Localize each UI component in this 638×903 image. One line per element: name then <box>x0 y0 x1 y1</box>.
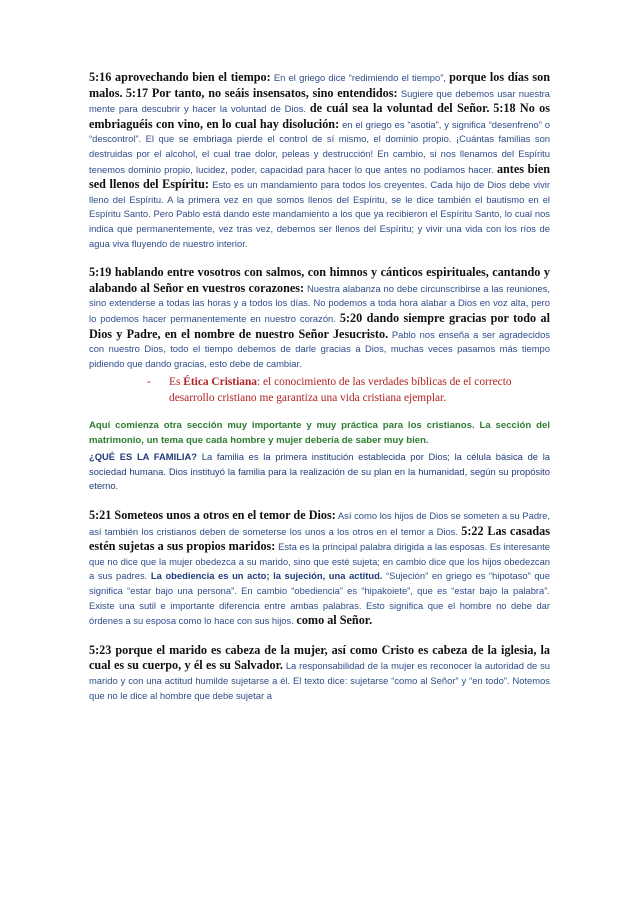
commentary-5-22: Esta es la principal palabra dirigida a las esposas. Es interesante que no dice que la mujer obedezca a su marido, sino que esté sujeta; en cambio dice que los hijos obedezcan a sus padres. <box>89 541 550 582</box>
paragraph-verses-21-22 <box>89 508 550 629</box>
ethics-bullet <box>147 374 550 406</box>
verse-5-22-continued: como al Señor. <box>296 613 373 628</box>
verse-5-17: 5:17 Por tanto, no seáis insensatos, sino entendidos: <box>125 85 398 100</box>
bullet-pre: Es <box>169 376 181 389</box>
bullet-dash: - <box>147 376 151 389</box>
commentary-5-19: Nuestra alabanza no debe circunscribirse a las reuniones, sino extenderse a todas las horas y a todos los días. No podemos a toda hora alabar a Dios en voz alta, pero lo podemos hacer permanentemente en nuestro corazón. <box>89 282 550 324</box>
verse-5-23: 5:23 porque el marido es cabeza de la mujer, así como Cristo es cabeza de la iglesia, la cual es su cuerpo, y él es su Salvador. <box>89 642 550 673</box>
commentary-5-20: Pablo nos enseña a ser agradecidos con nuestro Dios, todo el tiempo debemos de darle gracias a Dios, muchas veces pasamos más tiempo pidiendo que dando gracias, esto debe de cambiar. <box>89 328 550 369</box>
verse-5-22: 5:22 Las casadas estén sujetas a sus propios maridos: <box>89 523 550 554</box>
commentary-5-23: La responsabilidad de la mujer es reconocer la autoridad de su marido y con una actitud humilde sujetarse a él. El texto dice: sujetarse “como al Señor” y “en todo”. Notemos que no le dice al hombre que debe sujetar a <box>89 660 551 701</box>
family-definition <box>89 450 550 494</box>
paragraph-verses-19-20 <box>89 265 550 371</box>
verse-5-21: 5:21 Someteos unos a otros en el temor de Dios: <box>89 508 336 523</box>
bullet-text <box>169 374 550 406</box>
commentary-5-21: Así como los hijos de Dios se someten a su Padre, así también los cristianos deben de someterse los unos a los otros en el temor a Dios. <box>89 510 550 537</box>
verse-5-17-continued: de cuál sea la voluntad del Señor. <box>309 101 490 116</box>
verse-5-16-continued: porque los días son malos. <box>89 70 551 100</box>
verse-5-18: 5:18 No os embriaguéis con vino, en lo cual hay disolución: <box>89 101 550 131</box>
bullet-ethics-term: Ética Cristiana <box>183 376 257 389</box>
family-heading: ¿QUÉ ES LA FAMILIA? <box>89 451 198 463</box>
verse-5-19: 5:19 hablando entre vosotros con salmos, con himnos y cánticos espirituales, cantando y alabando al Señor en vuestros corazones: <box>89 265 550 295</box>
bullet-rest: : el conocimiento de las verdades bíblicas de el correcto desarrollo cristiano me garantiza una vida cristiana ejemplar. <box>169 376 512 405</box>
paragraph-verse-23 <box>89 643 550 703</box>
marriage-section-intro: Aquí comienza otra sección muy importante y muy práctica para los cristianos. La sección del matrimonio, un tema que cada hombre y mujer debería de saber muy bien. <box>89 420 550 447</box>
commentary-5-22-continued: “Sujeción” en griego es “hipotaso” que significa “estar bajo una persona”. En cambio “obediencia” es “hipakoiete”, que es “estar bajo la palabra”. Existe una sutil e importante diferencia entre ambas palabras. Esto significa que el hombre no debe dar órdenes a su esposa como lo hace con sus hijos. <box>89 570 550 627</box>
commentary-5-17: Sugiere que debemos usar nuestra mente para descubrir y hacer la voluntad de Dios. <box>89 87 551 115</box>
verse-5-16: 5:16 aprovechando bien el tiempo: <box>89 70 271 84</box>
family-text: La familia es la primera institución establecida por Dios; la célula básica de la sociedad humana. Dios instituyó la familia para la realización de su plan en la humanidad, según su propósito eterno. <box>89 451 550 492</box>
verse-5-18-continued: antes bien sed llenos del Espíritu: <box>89 161 551 192</box>
verse-5-20: 5:20 dando siempre gracias por todo al Dios y Padre, en el nombre de nuestro Señor Jesucristo. <box>89 310 550 341</box>
commentary-5-22-highlight: La obediencia es un acto; la sujeción, una actitud. <box>150 570 383 582</box>
paragraph-verses-16-18 <box>89 70 550 251</box>
commentary-5-16: En el griego dice “redimiendo el tiempo”, <box>273 72 446 83</box>
commentary-5-18: en el griego es “asotia”, y significa “desenfreno” o “descontrol”. El que se embriaga pierde el control de sí mismo, el dominio propio. ¡Cuántas familias son destruidas por el alcohol, el cual trae dolor, peleas y destrucción! En cambio, si nos llenamos del Espíritu tenemos dominio propio, lucidez, poder, capacidad para hacer lo que antes no podíamos hacer. <box>89 118 550 175</box>
commentary-5-18-spirit: Esto es un mandamiento para todos los creyentes. Cada hijo de Dios debe vivir lleno del Espíritu. A la primera vez en que somos llenos del Espíritu, se le dice también el bautismo en el Espíritu Santo. Pero Pablo está dando este mandamiento a los que ya recibieron el Espíritu Santo, lo cual nos indica que permanentemente, vez tras vez, debemos ser llenos del Espíritu; y vivir una vida con los ríos de agua viva fluyendo de nuestro interior. <box>89 179 550 249</box>
